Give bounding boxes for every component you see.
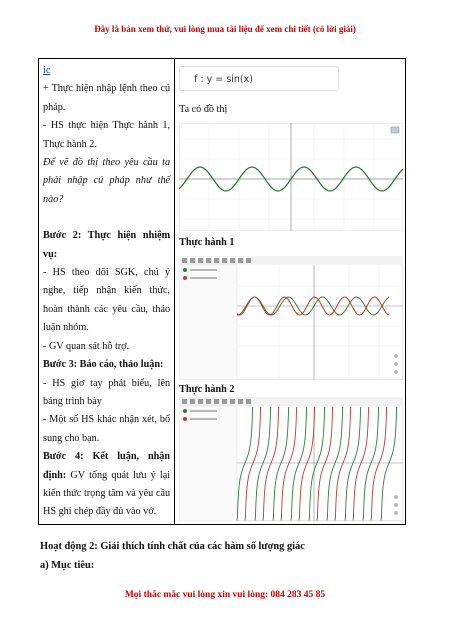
objective-heading: a) Mục tiêu:: [40, 560, 95, 571]
step3-text-1: - HS giơ tay phát biểu, lên bảng trình bày: [43, 377, 171, 407]
contact-footer: Mọi thắc mắc vui lòng xin vui lòng: 084 283 45 85: [124, 590, 326, 600]
practice-2-screenshot: [179, 397, 403, 521]
step2-text-1: - HS theo dõi SGK, chú ý nghe, tiếp nhận kiến thức, hoàn thành các yêu cầu, thảo luận nhóm.: [43, 267, 171, 334]
instruction-1: + Thực hiện nhập lệnh theo cú pháp.: [43, 83, 171, 113]
activity-2-heading: Hoạt động 2: Giải thích tính chất của các hàm số lượng giác: [40, 541, 305, 552]
preview-notice: Đây là bản xem thử, vui lòng mua tài liệu để xem chi tiết (có lời giải): [94, 24, 356, 34]
instruction-2: - HS thực hiện Thực hành 1, Thực hành 2.: [43, 120, 171, 150]
step2-heading: Bước 2: Thực hiện nhiệm vụ:: [43, 230, 171, 260]
sine-graph: [179, 123, 403, 231]
right-column: [175, 59, 406, 525]
lesson-table: [38, 58, 406, 525]
practice-1-label: Thực hành 1: [179, 237, 235, 248]
step4-text: GV tổng quát lưu ý lại kiến thức trọng tâm và yêu cầu HS ghi chép đầy đủ vào vở.: [43, 469, 171, 518]
step4-heading: Bước 4: Kết luận, nhận định:: [43, 451, 171, 481]
link-ic[interactable]: ic: [43, 65, 51, 76]
graph-caption: Ta có đồ thị: [179, 104, 228, 115]
step3-heading: Bước 3: Báo cáo, thảo luận:: [43, 359, 164, 371]
question: Để vẽ đồ thị theo yêu cầu ta phải nhập cú pháp như thế nào?: [43, 157, 171, 205]
step2-text-2: - GV quan sát hỗ trợ.: [43, 340, 130, 352]
step3-text-2: - Một số HS khác nhận xét, bổ sung cho bạn.: [43, 414, 171, 444]
practice-2-label: Thực hành 2: [179, 384, 235, 395]
practice-1-screenshot: [179, 256, 403, 380]
formula-input[interactable]: f : y = sin(x): [179, 66, 339, 91]
left-column: [39, 59, 175, 525]
